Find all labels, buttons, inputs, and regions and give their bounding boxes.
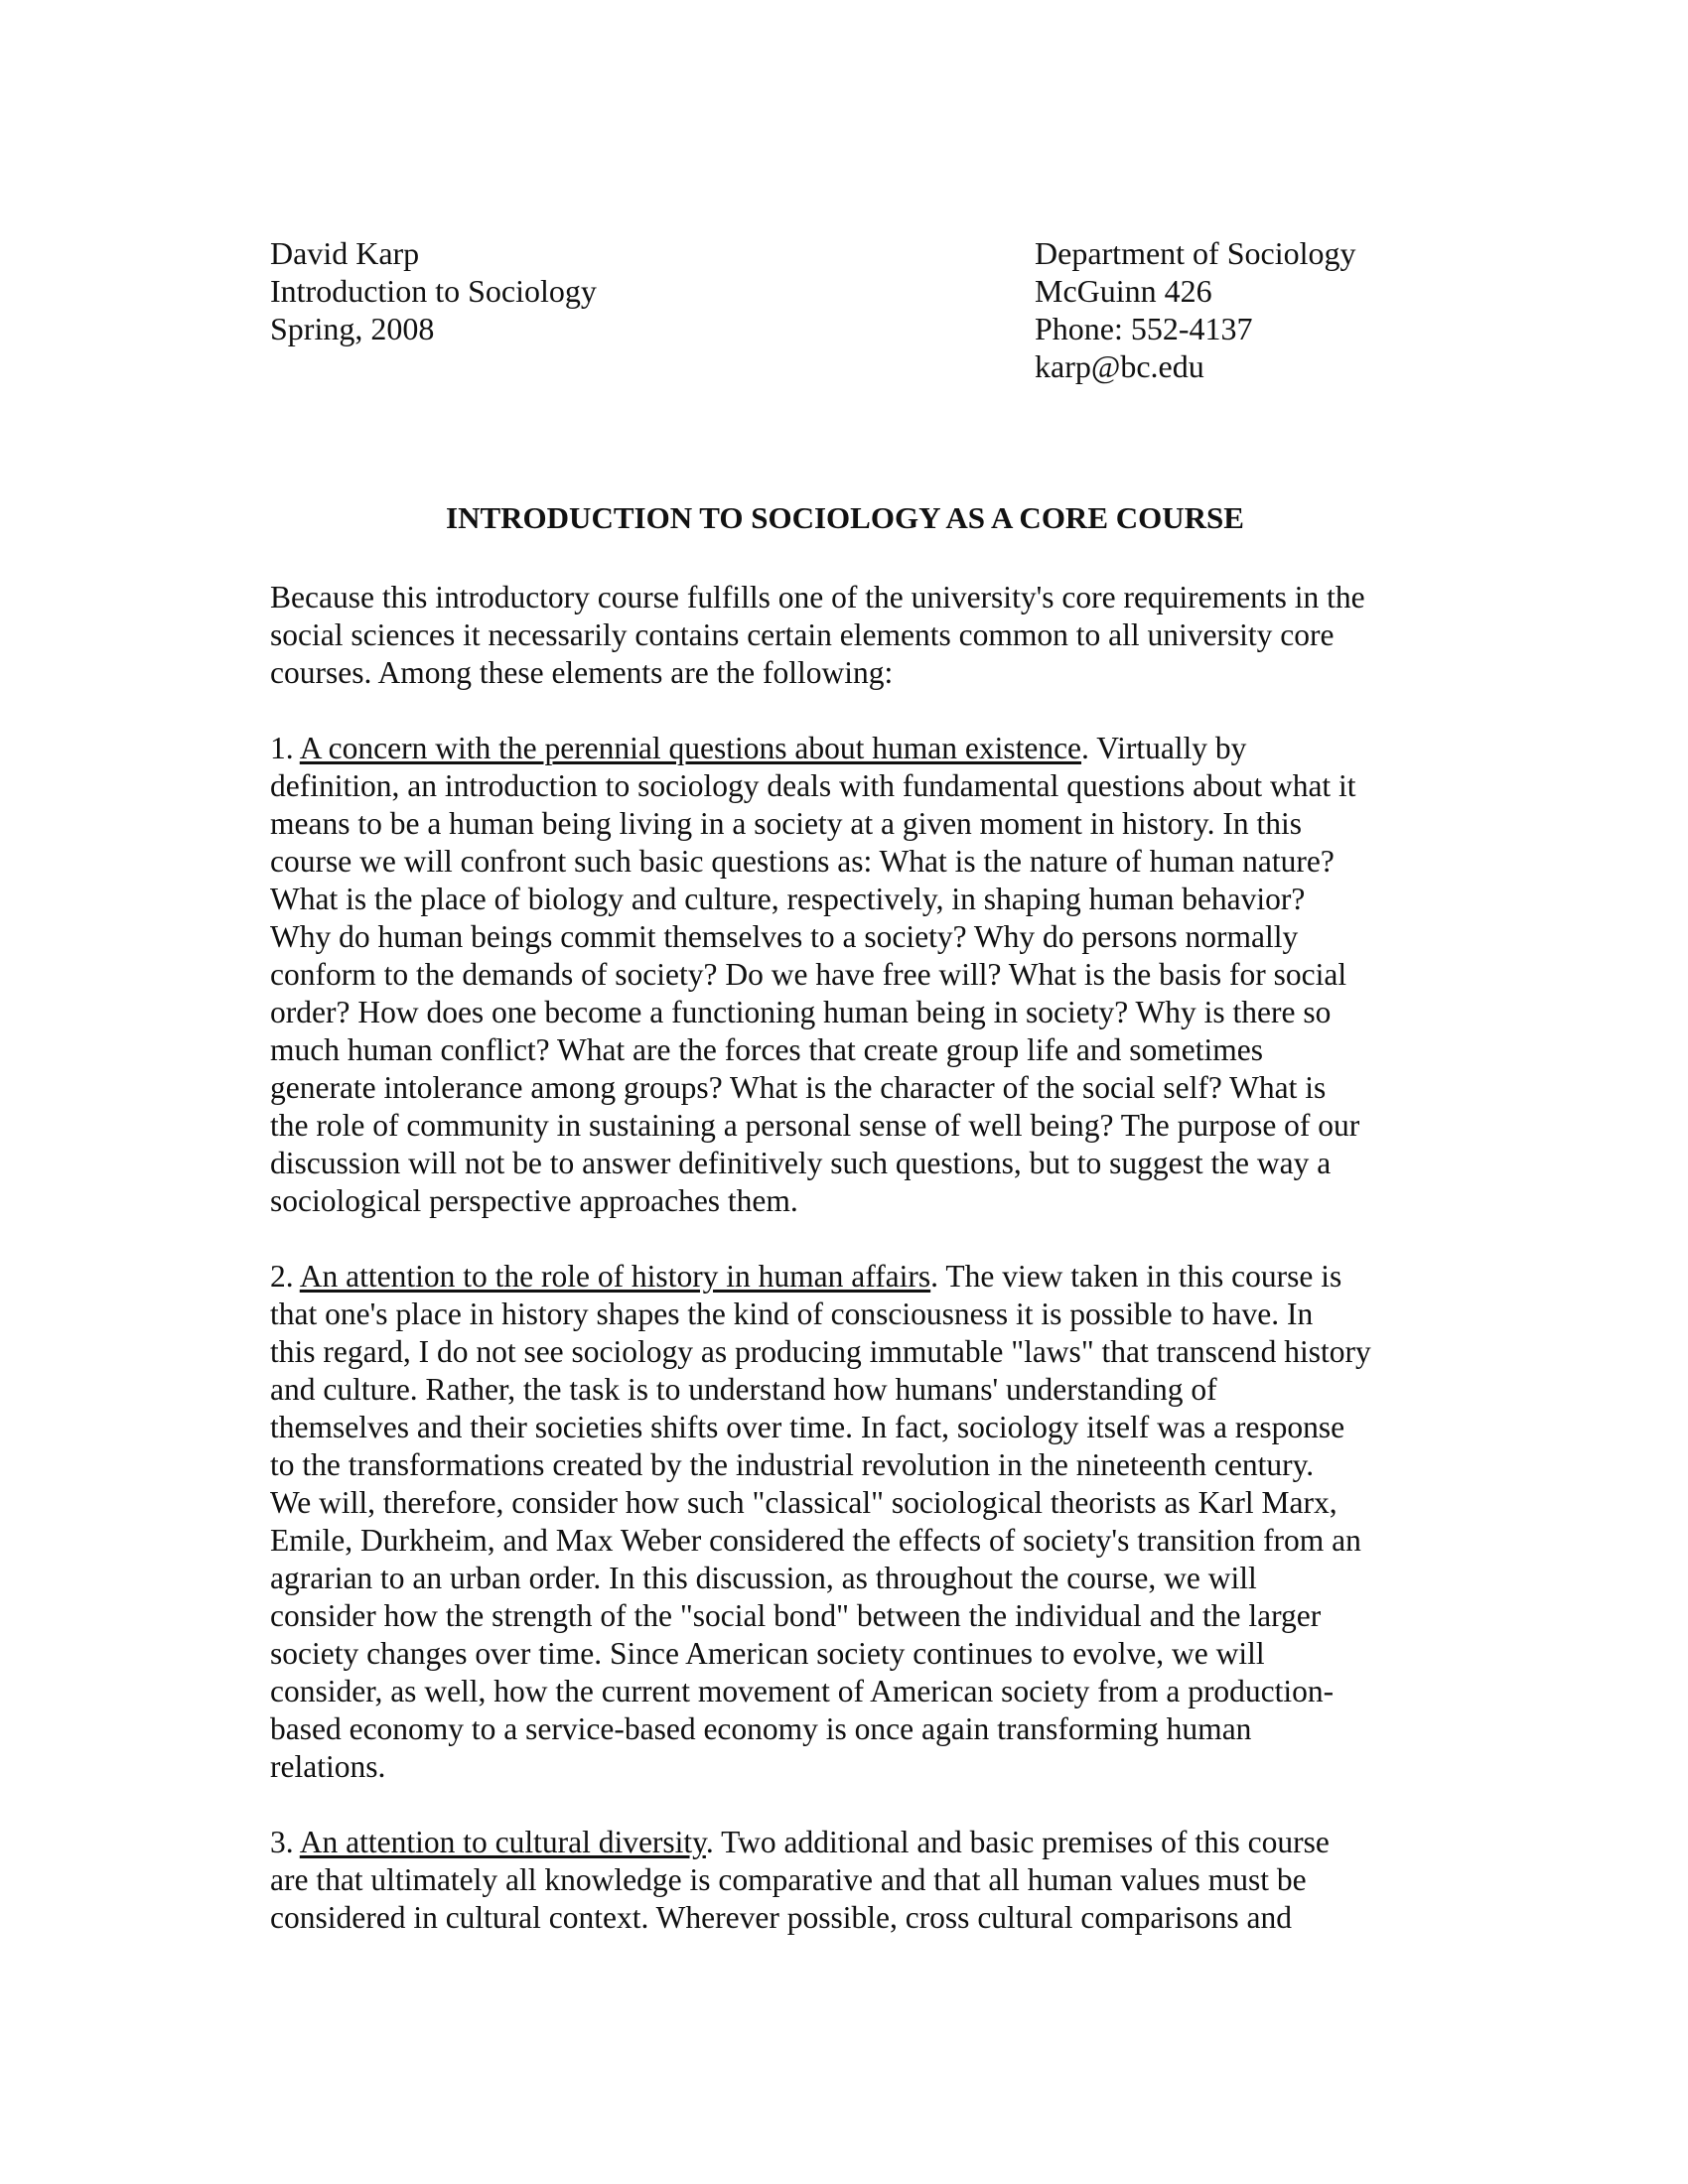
- section-2-line: consider how the strength of the "social bond" between the individual and the larger: [270, 1598, 1322, 1633]
- department: Department of Sociology: [1035, 235, 1356, 271]
- intro-line: social sciences it necessarily contains certain elements common to all university core: [270, 617, 1335, 652]
- section-2-line: to the transformations created by the industrial revolution in the nineteenth century.: [270, 1447, 1315, 1482]
- section-1-line: conform to the demands of society? Do we have free will? What is the basis for social: [270, 957, 1347, 992]
- section-1-first-line: [270, 730, 1452, 767]
- section-2-line: based economy to a service-based economy is once again transforming human: [270, 1711, 1252, 1746]
- section-3-number: 3.: [270, 1825, 300, 1859]
- document-body: [270, 579, 1452, 1975]
- section-2-line: this regard, I do not see sociology as producing immutable "laws" that transcend history: [270, 1334, 1371, 1369]
- section-2-line: society changes over time. Since American society continues to evolve, we will: [270, 1636, 1265, 1671]
- phone: Phone: 552-4137: [1035, 311, 1253, 346]
- document-title: INTRODUCTION TO SOCIOLOGY AS A CORE COURSE: [446, 500, 1244, 535]
- section-2-line: and culture. Rather, the task is to understand how humans' understanding of: [270, 1372, 1217, 1407]
- section-3-first-line-rest: . Two additional and basic premises of this course: [705, 1825, 1330, 1859]
- contact-block: [1035, 234, 1355, 385]
- section-2-first-line-rest: . The view taken in this course is: [930, 1259, 1342, 1294]
- section-1-number: 1.: [270, 731, 300, 765]
- section-3-heading: An attention to cultural diversity: [299, 1825, 706, 1859]
- section-1-line: generate intolerance among groups? What is the character of the social self? What is: [270, 1070, 1327, 1105]
- section-1-first-line-rest: . Virtually by: [1081, 731, 1247, 765]
- section-1-heading: A concern with the perennial questions about human existence: [299, 731, 1082, 765]
- section-3-paragraph: [270, 1824, 1452, 1937]
- intro-paragraph: [270, 579, 1452, 692]
- section-2-line: themselves and their societies shifts over time. In fact, sociology itself was a response: [270, 1410, 1345, 1444]
- office: McGuinn 426: [1035, 273, 1212, 309]
- section-1-line: Why do human beings commit themselves to a society? Why do persons normally: [270, 919, 1299, 954]
- section-1-paragraph: [270, 730, 1452, 1220]
- section-2-line: Emile, Durkheim, and Max Weber considered the effects of society's transition from an: [270, 1523, 1361, 1558]
- section-1-line: course we will confront such basic questions as: What is the nature of human nature?: [270, 844, 1335, 879]
- section-3-first-line: [270, 1824, 1452, 1861]
- instructor-block: [270, 234, 597, 347]
- section-2-line: agrarian to an urban order. In this discussion, as throughout the course, we will: [270, 1561, 1257, 1595]
- section-2-line: that one's place in history shapes the kind of consciousness it is possible to have. In: [270, 1297, 1314, 1331]
- section-2-line: relations.: [270, 1749, 386, 1784]
- section-1-line: definition, an introduction to sociology deals with fundamental questions about what it: [270, 768, 1356, 803]
- section-2-paragraph: [270, 1258, 1452, 1786]
- section-2-first-line: [270, 1258, 1452, 1296]
- section-1-line: What is the place of biology and culture, respectively, in shaping human behavior?: [270, 882, 1306, 916]
- instructor-name: David Karp: [270, 235, 420, 271]
- section-1-line: sociological perspective approaches them.: [270, 1183, 798, 1218]
- section-1-line: much human conflict? What are the forces that create group life and sometimes: [270, 1032, 1264, 1067]
- section-3-line: are that ultimately all knowledge is comparative and that all human values must be: [270, 1862, 1307, 1897]
- section-2-line: We will, therefore, consider how such "classical" sociological theorists as Karl Marx,: [270, 1485, 1337, 1520]
- intro-line: Because this introductory course fulfills one of the university's core requirements in the: [270, 580, 1365, 614]
- intro-line: courses. Among these elements are the following:: [270, 655, 894, 690]
- section-1-line: order? How does one become a functioning human being in society? Why is there so: [270, 995, 1332, 1029]
- section-2-heading: An attention to the role of history in human affairs: [299, 1259, 931, 1294]
- section-1-line: discussion will not be to answer definitively such questions, but to suggest the way a: [270, 1146, 1332, 1180]
- section-3-line: considered in cultural context. Wherever possible, cross cultural comparisons and: [270, 1900, 1292, 1935]
- course-term: Spring, 2008: [270, 311, 435, 346]
- course-name: Introduction to Sociology: [270, 273, 597, 309]
- section-1-line: the role of community in sustaining a personal sense of well being? The purpose of our: [270, 1108, 1360, 1143]
- section-2-line: consider, as well, how the current movement of American society from a production-: [270, 1674, 1335, 1708]
- section-2-number: 2.: [270, 1259, 300, 1294]
- section-1-line: means to be a human being living in a society at a given moment in history. In this: [270, 806, 1303, 841]
- email: karp@bc.edu: [1035, 348, 1204, 384]
